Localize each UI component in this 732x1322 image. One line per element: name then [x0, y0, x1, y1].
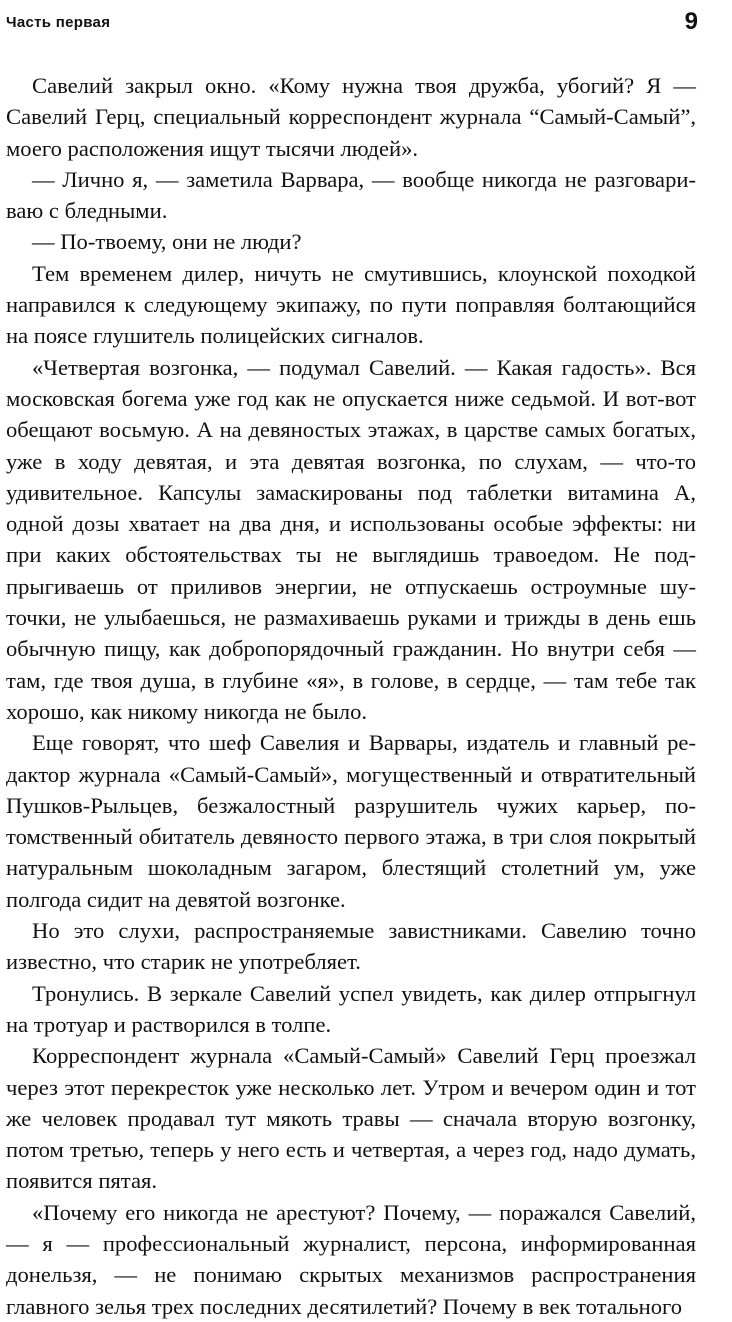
- paragraph: Еще говорят, что шеф Савелия и Варвары, издатель и главный редактор журнала «Самый-Самый», могущественный и отвратительный Пушков-Рыльцев, безжалостный разрушитель чужих карьер, потомственный обитатель девяносто первого этажа, в три слоя покрытый натуральным шоколадным загаром, блестящий столетний ум, уже полгода сидит на девятой возгонке.: [6, 730, 696, 912]
- body-text: [6, 70, 696, 1322]
- paragraph: Савелий закрыл окно. «Кому нужна твоя дружба, убогий? Я — Савелий Герц, специальный корреспондент журнала “Самый-Самый”, моего расположения ищут тысячи людей».: [6, 73, 696, 161]
- paragraph: «Почему его никогда не арестуют? Почему, — поражался Савелий, — я — профессиональный журналист, персона, информированная донельзя, — не понимаю скрытых механизмов распространения главного зелья трех последних десятилетий? Почему в век тотального: [6, 1199, 696, 1319]
- paragraph: Тронулись. В зеркале Савелий успел увидеть, как дилер отпрыгнул на тротуар и растворился в толпе.: [6, 980, 696, 1037]
- paragraph: — По-твоему, они не люди?: [32, 229, 302, 255]
- paragraph: — Лично я, — заметила Варвара, — вообще никогда не разговариваю с бледными.: [6, 166, 696, 224]
- paragraph: Но это слухи, распространяемые завистниками. Савелию точно известно, что старик не употребляет.: [6, 918, 696, 975]
- paragraph: Тем временем дилер, ничуть не смутившись, клоунской походкой направился к следующему экипажу, по пути поправляя болтающийся на поясе глушитель полицейских сигналов.: [6, 260, 696, 349]
- page-number: 9: [684, 8, 698, 35]
- paragraph: «Четвертая возгонка, — подумал Савелий. — Какая гадость». Вся московская богема уже год как не опускается ниже седьмой. И вот-вот обещают восьмую. А на девяностых этажах, в царстве самых богатых, уже в ходу девятая, и эта девятая возгонка, по слухам, — что-то удивительное. Капсулы замаскированы под таблетки витамина А, одной дозы хватает на два дня, и использованы особые эффекты: ни при каких обстоятельствах ты не выглядишь травоедом. Не подпрыгиваешь от приливов энергии, не отпускаешь остроумные шуточки, не улыбаешься, не размахиваешь руками и трижды в день ешь обычную пищу, как добропорядочный гражданин. Но внутри себя — там, где твоя душа, в глубине «я», в голове, в сердце, — там тебе так хорошо, как никому никогда не было.: [6, 354, 696, 724]
- paragraph: Корреспондент журнала «Самый-Самый» Савелий Герц проезжал через этот перекресток уже несколько лет. Утром и вечером один и тот же человек продавал тут мякоть травы — сначала вторую возгонку, потом третью, теперь у него есть и четвертая, а через год, надо думать, появится пятая.: [6, 1043, 696, 1194]
- running-head: Часть первая: [6, 14, 111, 31]
